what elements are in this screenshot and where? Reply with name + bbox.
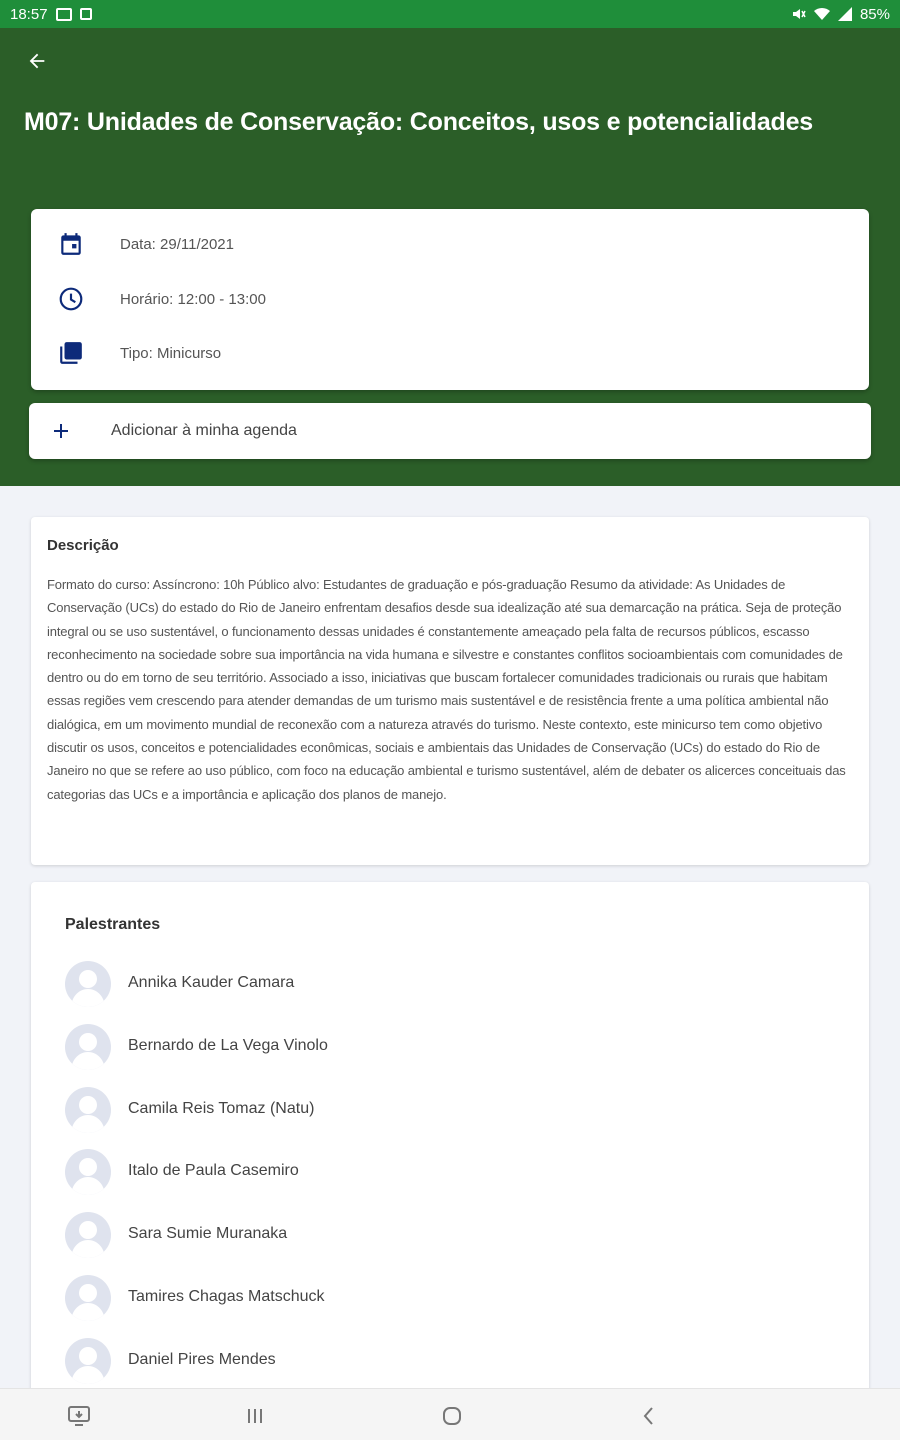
speakers-title: Palestrantes bbox=[65, 916, 161, 933]
home-button[interactable] bbox=[439, 1403, 465, 1429]
person-icon bbox=[65, 1275, 111, 1321]
person-icon bbox=[65, 1338, 111, 1384]
recent-apps-icon bbox=[244, 1405, 266, 1427]
recent-apps-button[interactable] bbox=[242, 1403, 268, 1429]
speaker-name: Bernardo de La Vega Vinolo bbox=[128, 1037, 328, 1054]
speaker-item[interactable] bbox=[65, 961, 845, 1007]
speaker-item[interactable] bbox=[65, 1087, 845, 1133]
description-title: Descrição bbox=[47, 537, 119, 554]
description-card bbox=[31, 517, 869, 865]
person-icon bbox=[65, 1149, 111, 1195]
time-text: Horário: 12:00 - 13:00 bbox=[120, 290, 266, 308]
avatar bbox=[65, 1275, 111, 1321]
speaker-item[interactable] bbox=[65, 1212, 845, 1258]
wifi-icon bbox=[814, 7, 830, 21]
speaker-name: Camila Reis Tomaz (Natu) bbox=[128, 1100, 315, 1117]
speakers-card bbox=[31, 882, 869, 1402]
page-title: M07: Unidades de Conservação: Conceitos, usos e potencialidades bbox=[24, 108, 814, 136]
avatar bbox=[65, 1212, 111, 1258]
screenshot-icon bbox=[67, 1405, 91, 1427]
person-icon bbox=[65, 1087, 111, 1133]
person-icon bbox=[65, 1024, 111, 1070]
mute-icon bbox=[792, 7, 806, 21]
date-text: Data: 29/11/2021 bbox=[120, 235, 234, 253]
back-button[interactable] bbox=[20, 44, 54, 78]
speaker-item[interactable] bbox=[65, 1338, 845, 1384]
info-card bbox=[31, 209, 869, 390]
app-notification-icon bbox=[80, 8, 92, 20]
description-text: Formato do curso: Assíncrono: 10h Público alvo: Estudantes de graduação e pós-graduação Resumo da atividade: As Unidades de Conservação (UCs) do estado do Rio de Janeiro enfrentam desafios desde sua idealização até sua demarcação na prática. Seja de proteção integral ou se uso sustentável, o funcionamento dessas unidades é constantemente ameaçado pela falta de recursos públicos, escasso reconhecimento na sociedade sobre sua importância na vida humana e silvestre e constantes conflitos socioambientais com comunidades de dentro ou do em torno de seu território. Associado a isso, iniciativas que buscam fortalecer comunidades tradicionais ou rurais que habitam essas regiões vem crescendo para atender demandas de um turismo mais sustentável e de resistência frente a uma política ambiental não dialógica, em um movimento mundial de reconexão com a natureza através do turismo. Neste contexto, este minicurso tem como objetivo discutir os usos, conceitos e potencialidades econômicas, sociais e ambientais das Unidades de Conservação (UCs) do estado do Rio de Janeiro no que se refere ao uso público, com foco na educação ambiental e turismo sustentável, além de debater os alicerces conceituais das categorias das UCs e a importância e aplicação dos planos de manejo. bbox=[47, 577, 846, 802]
speaker-name: Sara Sumie Muranaka bbox=[128, 1225, 288, 1242]
avatar bbox=[65, 1338, 111, 1384]
avatar bbox=[65, 1149, 111, 1195]
home-icon bbox=[441, 1405, 463, 1427]
arrow-back-icon bbox=[26, 50, 48, 72]
add-to-agenda-button[interactable] bbox=[29, 403, 871, 459]
battery-level: 85% bbox=[859, 5, 890, 23]
avatar bbox=[65, 961, 111, 1007]
speaker-name: Tamires Chagas Matschuck bbox=[128, 1288, 325, 1305]
chevron-left-icon bbox=[638, 1405, 660, 1427]
calendar-icon bbox=[57, 230, 85, 258]
system-navigation-bar bbox=[0, 1388, 900, 1440]
info-row-time bbox=[31, 279, 869, 319]
speaker-item[interactable] bbox=[65, 1275, 845, 1321]
signal-icon bbox=[838, 7, 852, 21]
plus-icon bbox=[49, 419, 73, 443]
speaker-name: Daniel Pires Mendes bbox=[128, 1351, 276, 1368]
add-to-agenda-label: Adicionar à minha agenda bbox=[111, 422, 297, 439]
person-icon bbox=[65, 1212, 111, 1258]
speaker-item[interactable] bbox=[65, 1149, 845, 1195]
speaker-name: Annika Kauder Camara bbox=[128, 974, 295, 991]
type-text: Tipo: Minicurso bbox=[120, 344, 222, 362]
speaker-name: Italo de Paula Casemiro bbox=[128, 1162, 299, 1179]
status-time: 18:57 bbox=[10, 5, 48, 23]
screenshot-button[interactable] bbox=[66, 1403, 92, 1429]
nav-back-button[interactable] bbox=[636, 1403, 662, 1429]
avatar bbox=[65, 1087, 111, 1133]
clock-icon bbox=[57, 285, 85, 313]
gallery-notification-icon bbox=[56, 8, 72, 21]
info-row-type bbox=[31, 333, 869, 373]
status-bar bbox=[0, 0, 900, 28]
person-icon bbox=[65, 961, 111, 1007]
avatar bbox=[65, 1024, 111, 1070]
speaker-item[interactable] bbox=[65, 1024, 845, 1070]
info-row-date bbox=[31, 224, 869, 264]
book-icon bbox=[57, 339, 85, 367]
header bbox=[0, 28, 900, 486]
